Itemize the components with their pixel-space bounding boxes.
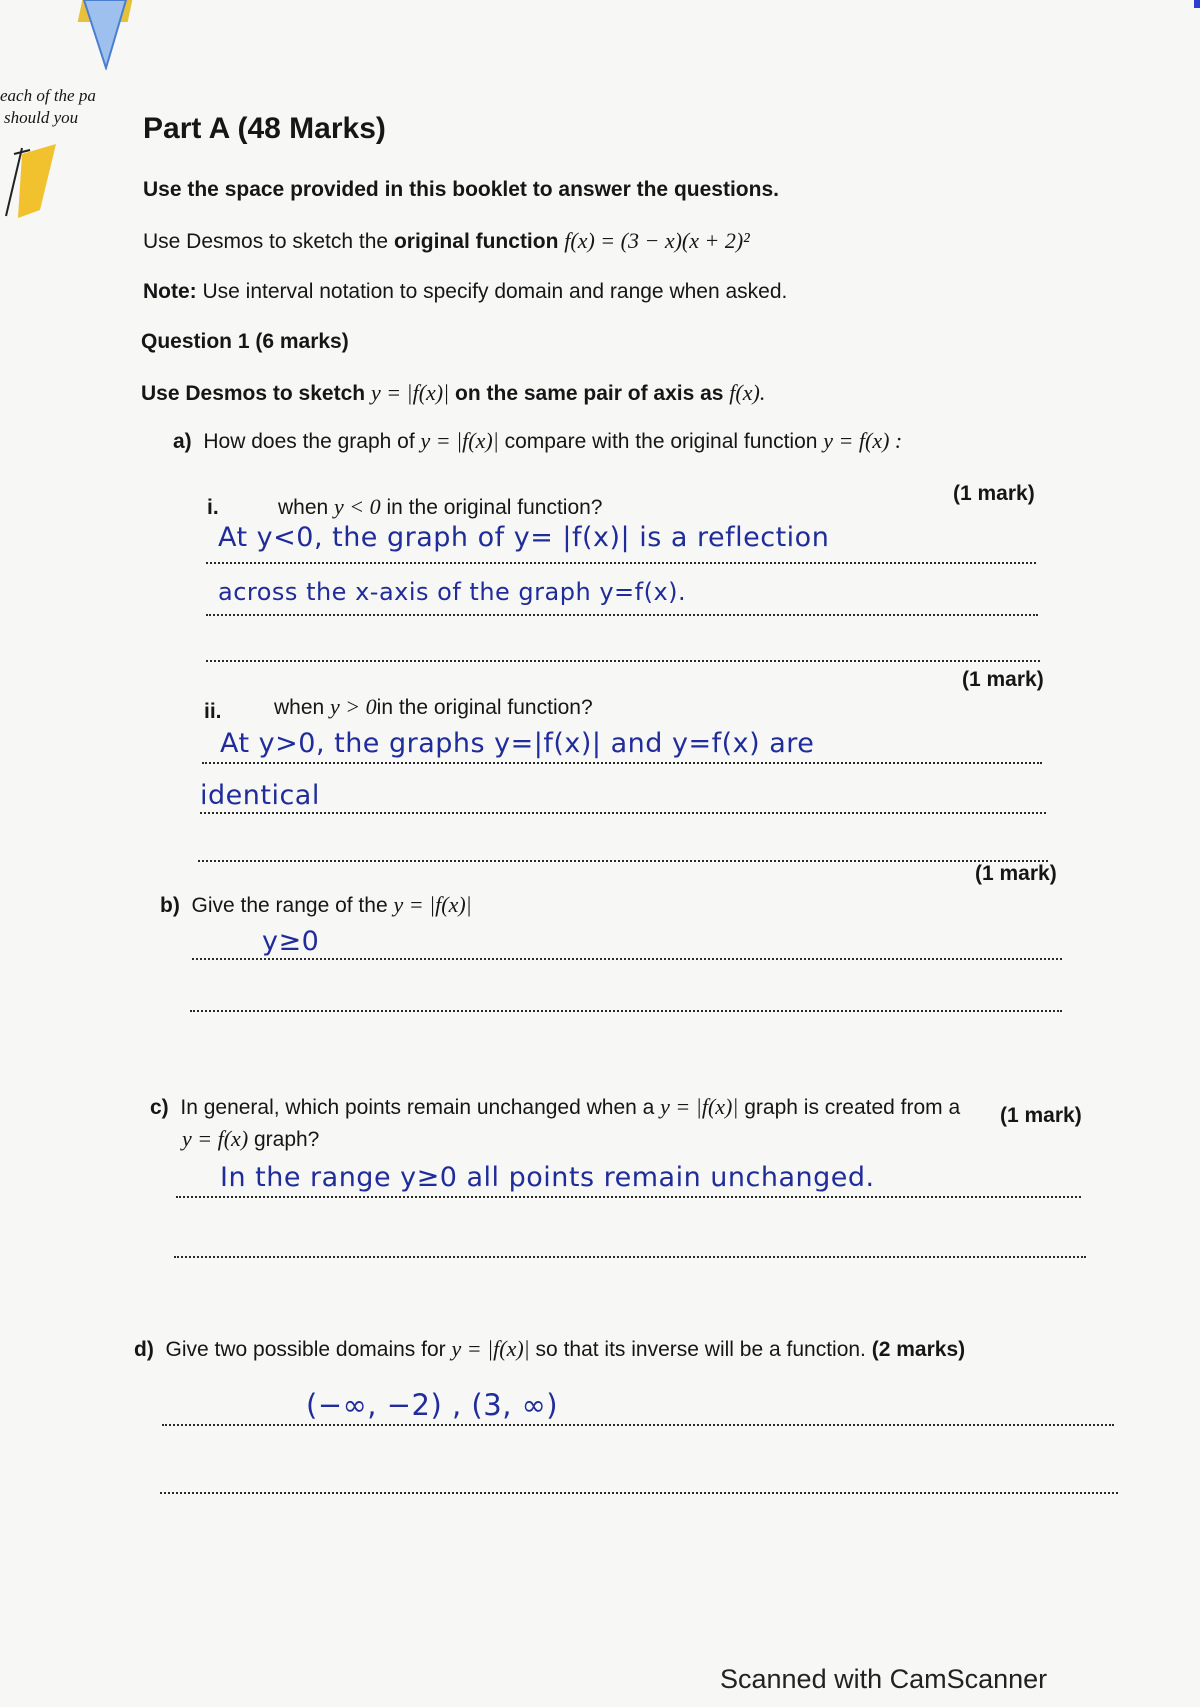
part-a-ii-label: ii. (204, 700, 222, 723)
page-edge-mark (1194, 0, 1200, 8)
answer-a-ii-line2: identical (200, 780, 320, 811)
part-d-prefix: Give two possible domains for (165, 1338, 452, 1361)
part-c-label: c) (150, 1096, 169, 1119)
part-b-math: y = |f(x)| (393, 892, 472, 917)
part-a-i-label: i. (207, 496, 219, 519)
part-c-suffix: graph? (248, 1128, 320, 1151)
answer-line (206, 660, 1040, 662)
page-title: Part A (48 Marks) (143, 112, 386, 145)
answer-line (176, 1196, 1081, 1198)
intro-math-abs: y = |f(x)| (370, 380, 450, 405)
question-1-title: Question 1 (6 marks) (141, 330, 349, 353)
part-c-prefix: In general, which points remain unchanged when a (180, 1096, 661, 1119)
answer-c: In the range y≥0 all points remain unchanged. (220, 1162, 875, 1193)
answer-line (206, 614, 1038, 616)
intro-mid: on the same pair of axis as (449, 382, 730, 405)
part-c-question-line1 (150, 1094, 960, 1120)
part-a-ii-mark: (1 mark) (962, 668, 1044, 691)
part-c-question-line2 (182, 1126, 319, 1152)
original-function-math: f(x) = (3 − x)(x + 2)² (564, 228, 750, 253)
answer-line (160, 1492, 1118, 1494)
part-a-mid: compare with the original function (498, 430, 824, 453)
part-a-prefix: How does the graph of (203, 430, 421, 453)
part-b-label: b) (160, 894, 180, 917)
part-d-label: d) (134, 1338, 154, 1361)
part-c-math2: y = f(x) (182, 1126, 249, 1151)
instruction-desmos-bold: original function (393, 230, 565, 253)
part-c-math1: y = |f(x)| (660, 1094, 739, 1119)
part-b-mark: (1 mark) (975, 862, 1057, 885)
part-b-prefix: Give the range of the (191, 894, 394, 917)
part-a-i-prefix: when (278, 496, 335, 519)
part-a-math2: y = f(x) : (823, 428, 903, 453)
part-c-mid: graph is created from a (738, 1096, 961, 1119)
note-text: Use interval notation to specify domain and range when asked. (196, 280, 788, 303)
answer-line (192, 958, 1062, 960)
margin-note-line2: should you (4, 108, 79, 127)
part-b-question (160, 892, 472, 918)
scanner-watermark: Scanned with CamScanner (720, 1664, 1048, 1694)
part-a-i-math: y < 0 (334, 494, 381, 519)
question-1-intro (141, 380, 765, 406)
part-a-ii-suffix: in the original function? (376, 696, 593, 719)
part-d-math: y = |f(x)| (451, 1336, 530, 1361)
intro-math-f: f(x). (729, 380, 766, 405)
answer-line (174, 1256, 1086, 1258)
margin-note-line1: each of the pa (0, 86, 96, 105)
part-a-label: a) (173, 430, 192, 453)
part-d-suffix: so that its inverse will be a function. (529, 1338, 866, 1361)
instruction-desmos (143, 228, 750, 254)
yellow-tab-mid (0, 140, 60, 220)
answer-d: (−∞, −2) , (3, ∞) (306, 1388, 559, 1422)
part-d-mark: (2 marks) (871, 1338, 966, 1361)
intro-prefix: Use Desmos to sketch (141, 382, 371, 405)
instruction-booklet: Use the space provided in this booklet to answer the questions. (143, 178, 779, 201)
note-label: Note: (143, 280, 197, 303)
part-a-math1: y = |f(x)| (420, 428, 499, 453)
part-a-i-question (278, 494, 602, 520)
answer-a-i-line1: At y<0, the graph of y= |f(x)| is a reflection (218, 522, 830, 553)
answer-line (198, 860, 1048, 862)
part-c-mark: (1 mark) (1000, 1104, 1082, 1127)
part-a-i-mark: (1 mark) (953, 482, 1035, 505)
part-a-i-suffix: in the original function? (380, 496, 603, 519)
blue-tab-top (80, 0, 130, 70)
part-a-ii-math: y > 0 (330, 694, 377, 719)
part-a-ii-prefix: when (274, 696, 331, 719)
answer-line (162, 1424, 1114, 1426)
part-a-ii-question (274, 694, 593, 720)
answer-line (202, 762, 1042, 764)
answer-a-i-line2: across the x-axis of the graph y=f(x). (218, 578, 687, 606)
answer-b: y≥0 (262, 926, 320, 957)
answer-line (190, 1010, 1062, 1012)
instruction-desmos-prefix: Use Desmos to sketch the (143, 230, 394, 253)
instruction-note (143, 280, 787, 304)
answer-line (206, 562, 1036, 564)
answer-line (200, 812, 1046, 814)
answer-a-ii-line1: At y>0, the graphs y=|f(x)| and y=f(x) are (220, 728, 815, 759)
part-a-question (173, 428, 902, 454)
part-d-question (134, 1336, 965, 1362)
